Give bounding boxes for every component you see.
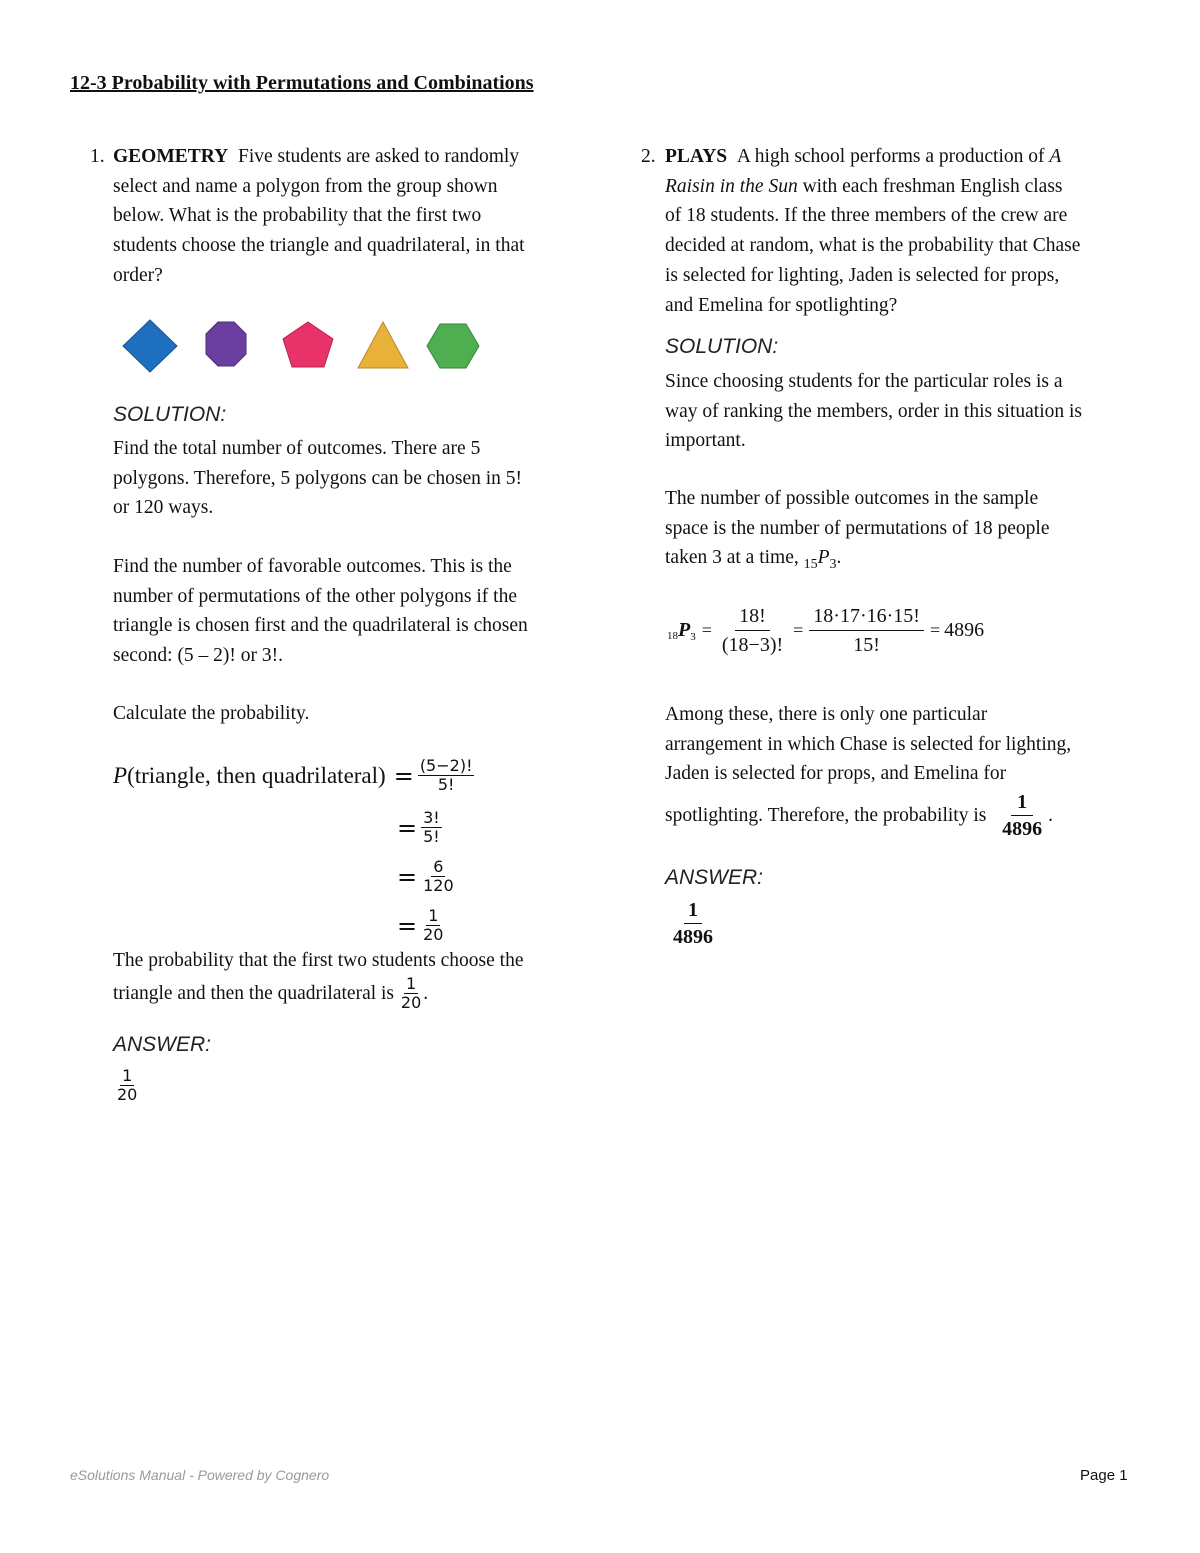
formula-fraction-1 [718, 606, 787, 655]
q1-topic: GEOMETRY [113, 146, 229, 167]
q1-prompt [113, 142, 583, 291]
triangle-shape [358, 322, 408, 368]
q2-answer-fraction [669, 900, 717, 947]
frac-num: 1 [684, 900, 702, 924]
q1-para2-line: second: (5 – 2)! or 3!. [113, 645, 284, 667]
q2-para3-line: arrangement in which Chase is selected for lighting, [665, 733, 1072, 755]
eq-num: (5−2)! [419, 756, 473, 775]
eq-lhs-p: P [113, 762, 128, 788]
q1-para1-line: Find the total number of outcomes. There are 5 [113, 438, 481, 459]
q2-para3-last-text: spotlighting. Therefore, the probability is [665, 804, 987, 826]
q1-answer-fraction [115, 1068, 139, 1103]
q2-prompt [665, 142, 1145, 320]
q2-para3-line: Jaden is selected for props, and Emelina for [665, 763, 1007, 785]
q2-para3 [665, 700, 1145, 789]
page-title: 12-3 Probability with Permutations and Combinations [70, 72, 534, 94]
footer-left: eSolutions Manual - Powered by Cognero [70, 1467, 330, 1483]
q2-answer-label: ANSWER: [665, 866, 764, 889]
formula-fraction-2 [809, 606, 924, 655]
q1-prompt-line: below. What is the probability that the first two [113, 205, 482, 227]
octagon-shape [206, 322, 246, 366]
q2-probability-fraction [996, 792, 1048, 839]
eq-fraction [421, 859, 456, 894]
q2-prompt-line: decided at random, what is the probability that Chase [665, 235, 1081, 257]
formula-lhs-sub: 18 [667, 629, 678, 642]
eq-num: 6 [433, 857, 444, 876]
q2-formula: 18 P 3 = $\frac{18!}{(18-3)!}$ = $\frac{18\cdot 17\cdot 16\cdot 15!}{15!}$ = 4896 [667, 605, 985, 656]
q2-topic: PLAYS [665, 146, 728, 167]
q1-para2-line: triangle is chosen first and the quadrilateral is chosen [113, 615, 528, 637]
q2-para3-line: Among these, there is only one particular [665, 704, 988, 725]
frac-den: 20 [117, 1085, 138, 1104]
q1-solution-label: SOLUTION: [113, 403, 227, 426]
q2-solution-label: SOLUTION: [665, 335, 779, 358]
q1-para3: Calculate the probability. [113, 703, 310, 724]
frac-den: 15! [853, 634, 880, 656]
q1-para1-line: or 120 ways. [113, 497, 214, 519]
q2-para2 [665, 484, 1145, 580]
q1-prompt-line: order? [113, 264, 163, 286]
eq-lhs-rest: (triangle, then quadrilateral) [127, 762, 386, 788]
q2-para3-last: spotlighting. Therefore, the probability is $\frac{1}{4896}$ . [665, 791, 1053, 840]
q2-para2-line: The number of possible outcomes in the sample [665, 488, 1039, 509]
q1-prompt-line: select and name a polygon from the group shown [113, 175, 498, 197]
eq-fraction [421, 908, 445, 943]
q1-equation-row-4: = $\frac{1}{20}$ [397, 906, 444, 944]
formula-lhs-sub2: 3 [690, 630, 696, 643]
frac-den: 4896 [1002, 818, 1043, 840]
q1-answer-label: ANSWER: [113, 1033, 212, 1056]
frac-den: 20 [400, 993, 422, 1012]
eq-den: 120 [423, 876, 454, 895]
q1-conclusion-text: triangle and then the quadrilateral is [113, 982, 395, 1004]
q2-para1 [665, 367, 1145, 456]
q2-prompt-italic: A [1049, 146, 1062, 167]
q2-p: P [817, 547, 830, 569]
q1-prompt-line: students choose the triangle and quadrilateral, in that [113, 235, 525, 257]
formula-lhs-p: P [678, 619, 691, 641]
q2-prompt-text: A high school performs a production of [736, 146, 1045, 167]
q1-para2-line: Find the number of favorable outcomes. This is the [113, 556, 512, 577]
q1-conclusion-line2: triangle and then the quadrilateral is $\frac{1}{20}$ . [113, 974, 429, 1012]
q2-para1-line: way of ranking the members, order in this situation is [665, 400, 1083, 422]
pentagon-shape [283, 322, 333, 367]
q2-prompt-line: of 18 students. If the three members of the crew are [665, 205, 1068, 227]
q1-para1-line: polygons. Therefore, 5 polygons can be chosen in 5! [113, 467, 523, 489]
q1-equation-row-1: P (triangle, then quadrilateral) = $\frac{(5-2)!}{5!}$ [113, 756, 473, 794]
diamond-shape [123, 320, 177, 372]
page-number: Page 1 [1080, 1467, 1128, 1484]
q1-para2 [113, 552, 583, 671]
eq-fraction [418, 758, 475, 793]
q2-para1-line: important. [665, 430, 746, 452]
frac-num: 1 [122, 1066, 133, 1085]
polygon-group [118, 316, 488, 376]
q2-prompt-line: is selected for lighting, Jaden is selected for props, [665, 264, 1060, 286]
q2-play-title: Raisin in the Sun [665, 175, 798, 197]
q1-conclusion-fraction [399, 976, 423, 1011]
frac-den: (18−3)! [721, 634, 784, 656]
q1-number: 1. [90, 146, 105, 167]
q2-period: . [836, 547, 842, 569]
frac-num: 1 [1011, 792, 1033, 816]
eq-den: 5! [423, 827, 440, 846]
eq-den: 5! [437, 775, 455, 794]
frac-num: 18·17·16·15! [809, 606, 924, 631]
frac-num: 18! [735, 606, 770, 631]
formula-result: 4896 [944, 619, 985, 641]
q2-para2-line: space is the number of permutations of 18 people [665, 517, 1050, 539]
q2-prompt-text: with each freshman English class [802, 175, 1063, 197]
eq-num: 3! [423, 808, 440, 827]
q1-para1 [113, 434, 583, 523]
hexagon-shape [427, 324, 479, 368]
q2-answer [669, 900, 717, 947]
q1-prompt-line: Five students are asked to randomly [238, 146, 520, 167]
q2-para2-line: taken 3 at a time, [665, 547, 799, 569]
q1-equation-row-2: = $\frac{3!}{5!}$ [397, 808, 440, 846]
eq-den: 20 [423, 925, 444, 944]
eq-num: 1 [428, 906, 439, 925]
q1-para2-line: number of permutations of the other polygons if the [113, 585, 517, 607]
q1-answer [115, 1068, 139, 1103]
q2-number: 2. [641, 146, 656, 167]
q2-sub-15: 15 [803, 557, 818, 573]
q2-para1-line: Since choosing students for the particular roles is a [665, 371, 1063, 392]
q2-sub-3: 3 [829, 557, 837, 573]
frac-num: 1 [405, 974, 417, 993]
frac-den: 4896 [673, 926, 713, 948]
q1-equation-row-3: = $\frac{6}{120}$ [397, 857, 454, 895]
q2-prompt-line: and Emelina for spotlighting? [665, 294, 898, 316]
q1-conclusion-line1: The probability that the first two students choose the [113, 950, 524, 971]
eq-fraction [421, 810, 442, 845]
